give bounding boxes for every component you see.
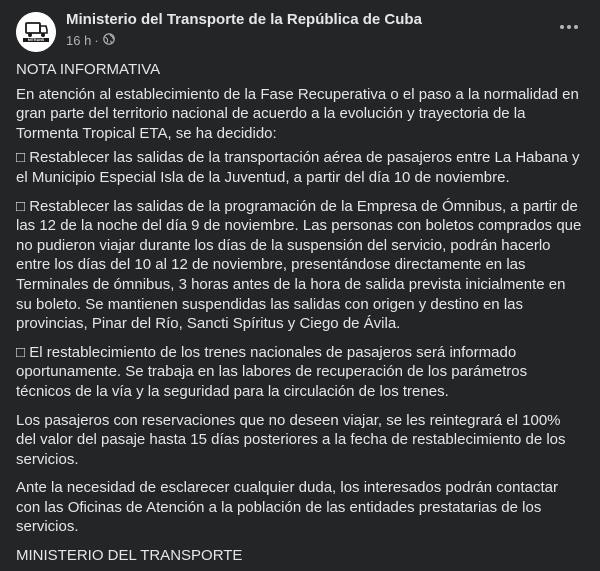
- post-intro: En atención al establecimiento de la Fase Recuperativa o el paso a la normalidad en gran parte del territorio nacional de acuerdo a la evolución y trayectoria de la Tormenta Tropical ETA, se ha decidido:: [16, 85, 579, 142]
- post-item-buses: □ Restablecer las salidas de la programación de la Empresa de Ómnibus, a partir de las 12 de la noche del día 9 de noviembre. Las personas con boletos comprados que no pudieron viajar durante los días de la suspensión del servicio, podrán hacerlo entre los días del 10 al 12 de noviembre, presentándose directamente en las Terminales de ómnibus, 3 horas antes de la hora de salida prevista inicialmente en su boleto. Se mantienen suspendidas las salidas con origen y destino en las provincias, Pinar del Río, Sancti Spíritus y Ciego de Ávila.: [16, 197, 582, 333]
- post-item-trains: □ El restablecimiento de los trenes nacionales de pasajeros será informado oportunamente. Se trabaja en las labores de recuperación de los parámetros técnicos de la vía y la seguridad para la circulación de los trenes.: [16, 343, 528, 400]
- page-avatar[interactable]: [16, 12, 56, 52]
- post-meta: [66, 33, 115, 48]
- post-heading: NOTA INFORMATIVA: [16, 61, 161, 78]
- more-options-icon: [560, 25, 564, 29]
- post-contact: Ante la necesidad de esclarecer cualquier duda, los interesados podrán contactar con las Oficinas de Atención a la población de las entidades prestatarias de los servicios.: [16, 479, 559, 536]
- globe-icon[interactable]: [103, 33, 115, 48]
- post-refund: Los pasajeros con reservaciones que no deseen viajar, se les reintegrará el 100% del valor del pasaje hasta 15 días posteriores a la fecha de restablecimiento de los servicios.: [16, 411, 566, 468]
- post-timestamp[interactable]: 16 h: [66, 33, 92, 48]
- svg-text:MITRANS: MITRANS: [27, 38, 45, 43]
- meta-separator: ·: [94, 33, 99, 48]
- page-name-link[interactable]: Ministerio del Transporte de la República de Cuba: [66, 11, 422, 28]
- post-signature: MINISTERIO DEL TRANSPORTE: [16, 547, 243, 565]
- mitrans-logo-icon: [16, 12, 56, 52]
- post-item-flights: □ Restablecer las salidas de la transportación aérea de pasajeros entre La Habana y el Municipio Especial Isla de la Juventud, a partir del día 10 de noviembre.: [16, 149, 580, 186]
- post-body: [16, 60, 584, 571]
- more-options-button[interactable]: [554, 16, 584, 38]
